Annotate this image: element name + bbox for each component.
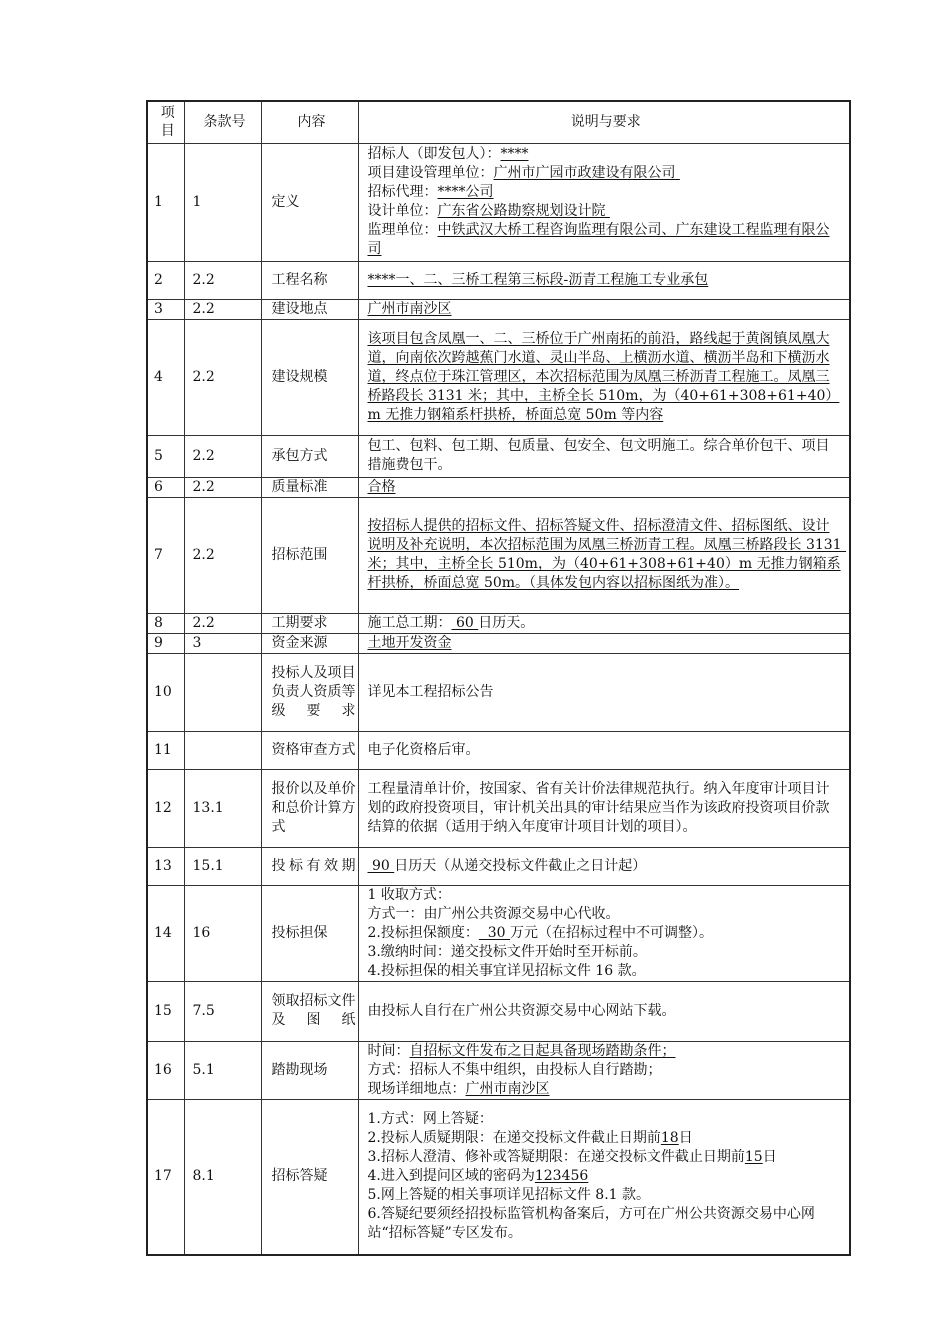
table-row (147, 299, 850, 319)
table-row (147, 885, 850, 981)
row-number: 14 (147, 885, 184, 981)
description (358, 1041, 850, 1099)
description-line (368, 202, 844, 221)
line-text: 电子化资格后审。 (367, 741, 480, 758)
content-label: 资金来源 (261, 633, 358, 653)
description (358, 261, 850, 299)
row-number: 16 (147, 1041, 184, 1099)
underlined-value: 该项目包含凤凰一、二、三桥位于广州南拓的前沿，路线起于黄阁镇凤凰大道，向南依次跨越蕉门水道、灵山半岛、上横沥水道、横沥半岛和下横沥水道，终点位于珠江管理区，本次招标范围为凤凰三桥沥青工程施工。凤凰三桥路段长 3131 米；其中，主桥全长 510m，为（40+61+308+61+40）m 无推力钢箱系杆拱桥，桥面总宽 50m 等内容 (367, 330, 840, 423)
row-number: 4 (147, 319, 184, 435)
content-label: 招标范围 (261, 497, 358, 613)
description-line (368, 1186, 844, 1205)
underlined-value: 90 (367, 857, 395, 874)
line-suffix: 日 (762, 1149, 777, 1166)
content-label: 招标答疑 (261, 1099, 358, 1255)
content-label: 工期要求 (261, 613, 358, 633)
description-line (367, 517, 847, 593)
underlined-value: 按招标人提供的招标文件、招标答疑文件、招标澄清文件、招标图纸、设计说明及补充说明，本次招标范围为凤凰三桥沥青工程。凤凰三桥路段长 3131 米；其中，主桥全长 510m，为（40+61+308+61+40）m 无推力钢箱系杆拱桥，桥面总宽 50m。（具体发包内容以招标图纸为准）。 (367, 518, 847, 591)
table-row (147, 633, 850, 653)
clause-number: 3 (184, 633, 261, 653)
description-line (368, 1002, 844, 1021)
header-description: 说明与要求 (358, 101, 850, 143)
underlined-value: 123456 (534, 1168, 589, 1185)
content-label: 投标担保 (261, 885, 358, 981)
table-row (147, 261, 850, 299)
line-suffix: 日 (678, 1130, 693, 1147)
line-text: 4.进入到提问区域的密码为 (367, 1168, 535, 1185)
table-row (147, 477, 850, 497)
description-line (368, 1042, 844, 1061)
description (358, 885, 850, 981)
description-line (368, 300, 844, 319)
line-text: 2.投标担保额度： (367, 924, 479, 941)
line-text: 设计单位： (367, 203, 438, 219)
clause-number: 8.1 (184, 1099, 261, 1255)
line-text: 时间： (367, 1042, 410, 1059)
content-label: 报价以及单价和总价计算方式 (261, 769, 358, 847)
underlined-value: 15 (744, 1149, 763, 1166)
description (358, 731, 850, 769)
clause-number: 2.2 (184, 435, 261, 477)
underlined-value: ****一、二、三桥工程第三标段-沥青工程施工专业承包 (367, 271, 709, 288)
description-line (368, 1061, 844, 1080)
line-text: 由投标人自行在广州公共资源交易中心网站下载。 (367, 1002, 676, 1019)
clause-number: 5.1 (184, 1041, 261, 1099)
line-suffix: 日历天（从递交投标文件截止之日计起） (394, 857, 647, 874)
clause-number: 2.2 (184, 477, 261, 497)
content-label: 领取招标文件及图纸 (261, 981, 358, 1041)
header-content: 内容 (261, 101, 358, 143)
underlined-value: 广州市南沙区 (367, 300, 452, 317)
description (358, 847, 850, 885)
description-line (368, 886, 844, 905)
row-number: 8 (147, 613, 184, 633)
description-line (368, 1129, 844, 1148)
row-number: 7 (147, 497, 184, 613)
line-text: 详见本工程招标公告 (367, 683, 494, 700)
description-line (368, 741, 844, 760)
line-text: 项目建设管理单位： (367, 165, 494, 181)
table-row (147, 769, 850, 847)
row-number: 2 (147, 261, 184, 299)
line-text: 招标人（即发包人）： (367, 146, 501, 162)
header-clause: 条款号 (184, 101, 261, 143)
clause-number: 2.2 (184, 497, 261, 613)
description-line (368, 221, 844, 259)
line-text: 监理单位： (367, 222, 438, 238)
line-text: 2.投标人质疑期限：在递交投标文件截止日期前 (367, 1130, 661, 1147)
row-number: 10 (147, 653, 184, 731)
clause-number: 7.5 (184, 981, 261, 1041)
table-row (147, 435, 850, 477)
clause-number: 2.2 (184, 613, 261, 633)
description (358, 477, 850, 497)
underlined-value: 自招标文件发布之日起具备现场踏勘条件； (409, 1042, 676, 1059)
line-text: 3.缴纳时间：递交投标文件开始时至开标前。 (367, 943, 647, 960)
row-number: 15 (147, 981, 184, 1041)
description-line (368, 437, 844, 475)
content-label: 承包方式 (261, 435, 358, 477)
row-number: 1 (147, 143, 184, 261)
content-label: 定义 (261, 143, 358, 261)
underlined-value: 广东省公路勘察规划设计院 (437, 203, 610, 219)
clause-number: 15.1 (184, 847, 261, 885)
underlined-value: ****公司 (437, 184, 494, 200)
clause-number: 16 (184, 885, 261, 981)
underlined-value: 广州市广园市政建设有限公司 (493, 165, 680, 181)
line-text: 工程量清单计价，按国家、省有关计价法律规范执行。纳入年度审计项目计划的政府投资项目，审计机关出具的审计结果应当作为该政府投资项目价款结算的依据（适用于纳入年度审计项目计划的项目）。 (367, 780, 830, 835)
clause-number: 2.2 (184, 299, 261, 319)
content-label: 投标人及项目负责人资质等级要求 (261, 653, 358, 731)
underlined-value: 60 (451, 614, 479, 631)
description (358, 319, 850, 435)
table-row (147, 497, 850, 613)
line-text: 6.答疑纪要须经招投标监管机构备案后，方可在广州公共资源交易中心网站“招标答疑”专区发布。 (367, 1206, 815, 1242)
table-row (147, 731, 850, 769)
clause-number: 2.2 (184, 319, 261, 435)
line-suffix: 万元（在招标过程中不可调整）。 (510, 924, 714, 941)
table-row (147, 613, 850, 633)
content-label: 投标有效期 (261, 847, 358, 885)
description (358, 613, 850, 633)
description-line (368, 924, 844, 943)
table-row (147, 653, 850, 731)
description-line (368, 614, 844, 633)
table-row (147, 143, 850, 261)
line-text: 方式：招标人不集中组织，由投标人自行踏勘； (367, 1061, 662, 1078)
description-line (368, 683, 844, 702)
description-line (368, 1080, 844, 1099)
description (358, 143, 850, 261)
line-text: 招标代理： (367, 184, 438, 200)
description (358, 299, 850, 319)
table-row (147, 847, 850, 885)
description-line (368, 962, 844, 981)
line-text: 施工总工期： (367, 614, 452, 631)
underlined-value: 30 (478, 924, 511, 941)
line-text: 5.网上答疑的相关事项详见招标文件 8.1 款。 (367, 1187, 651, 1204)
clause-number: 1 (184, 143, 261, 261)
row-number: 3 (147, 299, 184, 319)
description-line (368, 1167, 844, 1186)
description-line (368, 780, 844, 837)
row-number: 9 (147, 633, 184, 653)
description-line (368, 330, 844, 425)
underlined-value: 广州市南沙区 (465, 1080, 550, 1097)
description (358, 769, 850, 847)
table-body (147, 143, 850, 1255)
description-line (368, 1148, 844, 1167)
description (358, 497, 850, 613)
row-number: 11 (147, 731, 184, 769)
line-text: 方式一：由广州公共资源交易中心代收。 (367, 905, 620, 922)
content-label: 质量标准 (261, 477, 358, 497)
clause-number (184, 653, 261, 731)
row-number: 13 (147, 847, 184, 885)
line-text: 3.招标人澄清、修补或答疑期限：在递交投标文件截止日期前 (367, 1149, 745, 1166)
row-number: 17 (147, 1099, 184, 1255)
content-label: 建设地点 (261, 299, 358, 319)
underlined-value: 中铁武汉大桥工程咨询监理有限公司、广东建设工程监理有限公司 (367, 222, 830, 257)
description-line (368, 905, 844, 924)
underlined-value: **** (500, 146, 529, 162)
description (358, 435, 850, 477)
header-item: 项目 (147, 101, 184, 143)
clause-number: 13.1 (184, 769, 261, 847)
description (358, 653, 850, 731)
description-line (368, 478, 844, 497)
line-text: 1.方式：网上答疑： (367, 1111, 493, 1128)
description-line (368, 1205, 844, 1243)
description-line (368, 943, 844, 962)
row-number: 12 (147, 769, 184, 847)
row-number: 5 (147, 435, 184, 477)
content-label: 建设规模 (261, 319, 358, 435)
description (358, 981, 850, 1041)
table-row (147, 981, 850, 1041)
description-line (368, 183, 844, 202)
underlined-value: 合格 (367, 478, 396, 495)
underlined-value: 土地开发资金 (367, 634, 452, 651)
description (358, 633, 850, 653)
content-label: 工程名称 (261, 261, 358, 299)
table-row (147, 319, 850, 435)
description-line (368, 145, 844, 164)
line-text: 4.投标担保的相关事宜详见招标文件 16 款。 (367, 962, 646, 979)
description-line (368, 164, 844, 183)
description-line (368, 1110, 844, 1129)
description-line (368, 634, 844, 653)
clause-number (184, 731, 261, 769)
row-number: 6 (147, 477, 184, 497)
content-label: 踏勘现场 (261, 1041, 358, 1099)
description-line (368, 271, 844, 290)
table-row (147, 1041, 850, 1099)
table-header-row (147, 101, 850, 143)
line-text: 包工、包料、包工期、包质量、包安全、包文明施工。综合单价包干、项目措施费包干。 (367, 438, 830, 473)
line-suffix: 日历天。 (478, 614, 535, 631)
clause-number: 2.2 (184, 261, 261, 299)
line-text: 现场详细地点： (367, 1080, 466, 1097)
table-row (147, 1099, 850, 1255)
description-line (368, 857, 844, 876)
content-label: 资格审查方式 (261, 731, 358, 769)
tender-requirements-table (146, 100, 851, 1256)
underlined-value: 18 (660, 1130, 679, 1147)
description (358, 1099, 850, 1255)
line-text: 1 收取方式： (367, 886, 451, 903)
